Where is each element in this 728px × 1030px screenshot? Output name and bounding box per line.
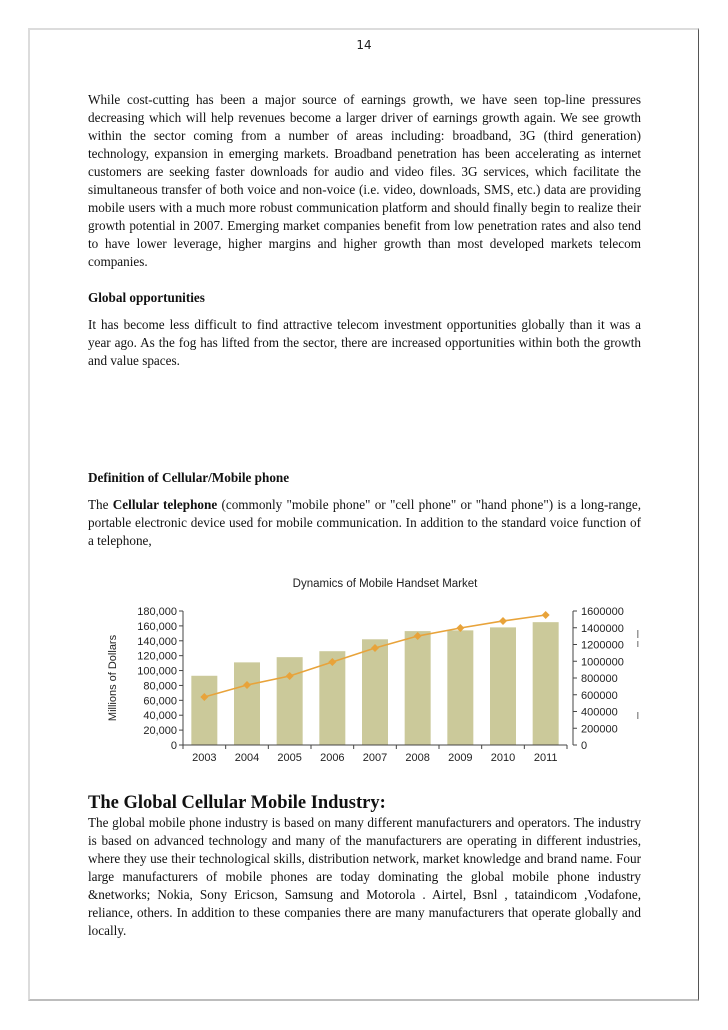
chart-bar-2011: [533, 622, 559, 745]
x-tick-label: 2004: [234, 752, 260, 764]
industry-paragraph: The global mobile phone industry is based on many different manufacturers and operators. The industry is based on advanced technology and many of the manufacturers are operating in different industries, where they use their technological skills, distribution network, market knowledge and brand name. Four large manufacturers of mobile phones are today dominating the global mobile phone industry &networks; Nokia, Sony Ericson, Samsung and Motorola . Airtel, Bsnl , tataindicom ,Vodafone, reliance, others. In addition to these companies there are many manufacturers that operate globally and locally.: [88, 815, 641, 938]
chart-bar-2004: [234, 662, 260, 745]
x-tick-label: 2009: [448, 752, 473, 764]
chart-bar-2008: [405, 631, 431, 745]
y-tick-label: 40,000: [143, 710, 177, 723]
x-tick-label: 2006: [320, 752, 345, 764]
y-tick-label: 80,000: [143, 680, 177, 693]
intro-paragraph: While cost-cutting has been a major source of earnings growth, we have seen top-line pressures decreasing which will help revenues become a larger driver of earnings growth again. We see growth within the sector coming from a number of areas including: broadband, 3G (third generation) technology, expansion in emerging markets. Broadband penetration has been accelerating as internet customers are seeking faster downloads for audio and video files. 3G services, which facilitate the simultaneous transfer of both voice and non-voice (i.e. video, downloads, SMS, etc.) data are providing mobile users with a much more robust communication platform and should finally begin to realize their growth potential in 2007. Emerging market companies benefit from low penetration rates and also tend to have lower leverage, higher margins and higher growth than most developed markets telecom companies.: [88, 92, 641, 269]
x-tick-label: 2007: [362, 752, 388, 764]
line-point-2011: [542, 611, 550, 619]
global-opportunities-paragraph: It has become less difficult to find attractive telecom investment opportunities globally than it was a year ago. As the fog has lifted from the sector, there are increased opportunities within both the growth and value spaces.: [88, 317, 641, 368]
y2-tick-label: 600000: [581, 689, 618, 702]
page-number: 14: [356, 38, 372, 52]
definition-text: (commonly "mobile phone" or "cell phone" or "hand phone") is a long-range, portable electronic device used for mobile communication. In addition to the standard voice function of a telephone,: [88, 497, 641, 548]
y2-tick-label: 1400000: [581, 622, 624, 635]
y-tick-label: 120,000: [137, 650, 177, 663]
y2-tick-label: 0: [581, 740, 588, 752]
legend-fragment: [637, 630, 639, 638]
y-tick-label: 100,000: [137, 665, 177, 678]
legend-fragment: [637, 712, 639, 719]
y2-tick-label: 200000: [581, 723, 618, 736]
x-tick-label: 2010: [490, 752, 516, 764]
chart-title: Dynamics of Mobile Handset Market: [292, 578, 478, 590]
x-tick-label: 2008: [405, 752, 430, 764]
y-tick-label: 60,000: [143, 695, 177, 708]
definition-term: Cellular telephone: [112, 497, 218, 512]
chart-bar-2009: [447, 630, 473, 745]
definition-paragraph: [88, 496, 641, 550]
y2-tick-label: 1600000: [581, 606, 624, 618]
y-tick-label: 140,000: [137, 635, 177, 648]
x-tick-label: 2011: [533, 752, 558, 764]
y2-tick-label: 800000: [581, 673, 618, 685]
chart-bar-2010: [490, 627, 516, 745]
line-point-2010: [499, 617, 507, 625]
y-tick-label: 160,000: [137, 620, 177, 633]
chart-canvas: [95, 570, 655, 770]
y-tick-label: 180,000: [137, 606, 177, 618]
y-tick-label: 0: [170, 740, 177, 752]
chart-bar-2007: [362, 639, 388, 745]
y2-tick-label: 1000000: [581, 656, 624, 669]
handset-market-chart: [95, 570, 655, 770]
industry-heading: The Global Cellular Mobile Industry:: [88, 793, 386, 813]
x-tick-label: 2003: [192, 752, 217, 764]
y2-tick-label: 400000: [581, 706, 618, 719]
y-tick-label: 20,000: [143, 725, 177, 738]
cropped-legend-fragments: [637, 630, 639, 719]
chart-bar-2005: [277, 657, 303, 745]
definition-lead: The: [88, 497, 113, 512]
global-opportunities-heading: Global opportunities: [88, 290, 205, 305]
x-tick-label: 2005: [277, 752, 302, 764]
legend-fragment: [637, 641, 639, 647]
definition-heading: Definition of Cellular/Mobile phone: [88, 470, 290, 485]
chart-bar-2003: [191, 676, 217, 745]
y2-tick-label: 1200000: [581, 639, 624, 652]
y-axis-label: Millions of Dollars: [107, 634, 119, 722]
